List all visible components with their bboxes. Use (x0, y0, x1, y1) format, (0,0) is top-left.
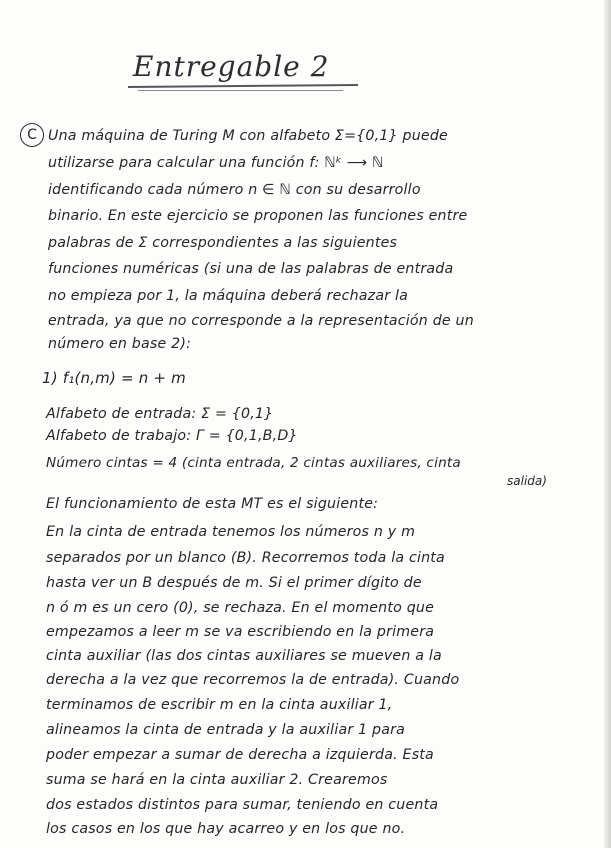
explanation-line: los casos en los que hay acarreo y en los que no. (46, 821, 406, 837)
explanation-line: empezamos a leer m se va escribiendo en la primera (46, 624, 435, 640)
explanation-line: suma se hará en la cinta auxiliar 2. Crearemos (46, 772, 388, 788)
tape-count: Número cintas = 4 (cinta entrada, 2 cintas auxiliares, cinta (46, 455, 461, 471)
explanation-line: alineamos la cinta de entrada y la auxiliar 1 para (46, 722, 406, 738)
item-marker-circle: C (20, 123, 44, 147)
tape-count-continuation: salida) (507, 474, 547, 488)
problem-line: funciones numéricas (si una de las palabras de entrada (48, 261, 454, 277)
function-definition: 1) f₁(n,m) = n + m (42, 369, 186, 387)
explanation-line: cinta auxiliar (las dos cintas auxiliares se mueven a la (46, 648, 442, 664)
work-alphabet: Alfabeto de trabajo: Γ = {0,1,B,D} (46, 428, 298, 444)
explanation-line: hasta ver un B después de m. Si el primer dígito de (46, 575, 422, 591)
problem-line: binario. En este ejercicio se proponen las funciones entre (48, 208, 468, 224)
explanation-line: terminamos de escribir m en la cinta auxiliar 1, (46, 697, 393, 713)
problem-line: identificando cada número n ∈ ℕ con su desarrollo (48, 182, 421, 198)
problem-line: utilizarse para calcular una función f: ℕᵏ ⟶ ℕ (48, 155, 384, 171)
problem-line: no empieza por 1, la máquina deberá rechazar la (48, 288, 409, 304)
title-underline (128, 84, 358, 88)
explanation-line: poder empezar a sumar de derecha a izquierda. Esta (46, 747, 434, 763)
title-underline-secondary (138, 90, 343, 91)
explanation-line: separados por un blanco (B). Recorremos toda la cinta (46, 550, 445, 566)
input-alphabet: Alfabeto de entrada: Σ = {0,1} (46, 406, 274, 422)
problem-line: número en base 2): (48, 336, 192, 352)
explanation-line: En la cinta de entrada tenemos los números n y m (46, 524, 416, 540)
problem-line: palabras de Σ correspondientes a las siguientes (48, 235, 398, 251)
explanation-line: El funcionamiento de esta MT es el siguiente: (46, 496, 379, 512)
explanation-line: derecha a la vez que recorremos la de entrada). Cuando (46, 672, 460, 688)
problem-line: entrada, ya que no corresponde a la representación de un (48, 313, 474, 329)
explanation-line: n ó m es un cero (0), se rechaza. En el momento que (46, 600, 435, 616)
page-title: Entregable 2 (133, 50, 330, 83)
problem-line: Una máquina de Turing M con alfabeto Σ={0,1} puede (48, 128, 448, 144)
explanation-line: dos estados distintos para sumar, teniendo en cuenta (46, 797, 439, 813)
